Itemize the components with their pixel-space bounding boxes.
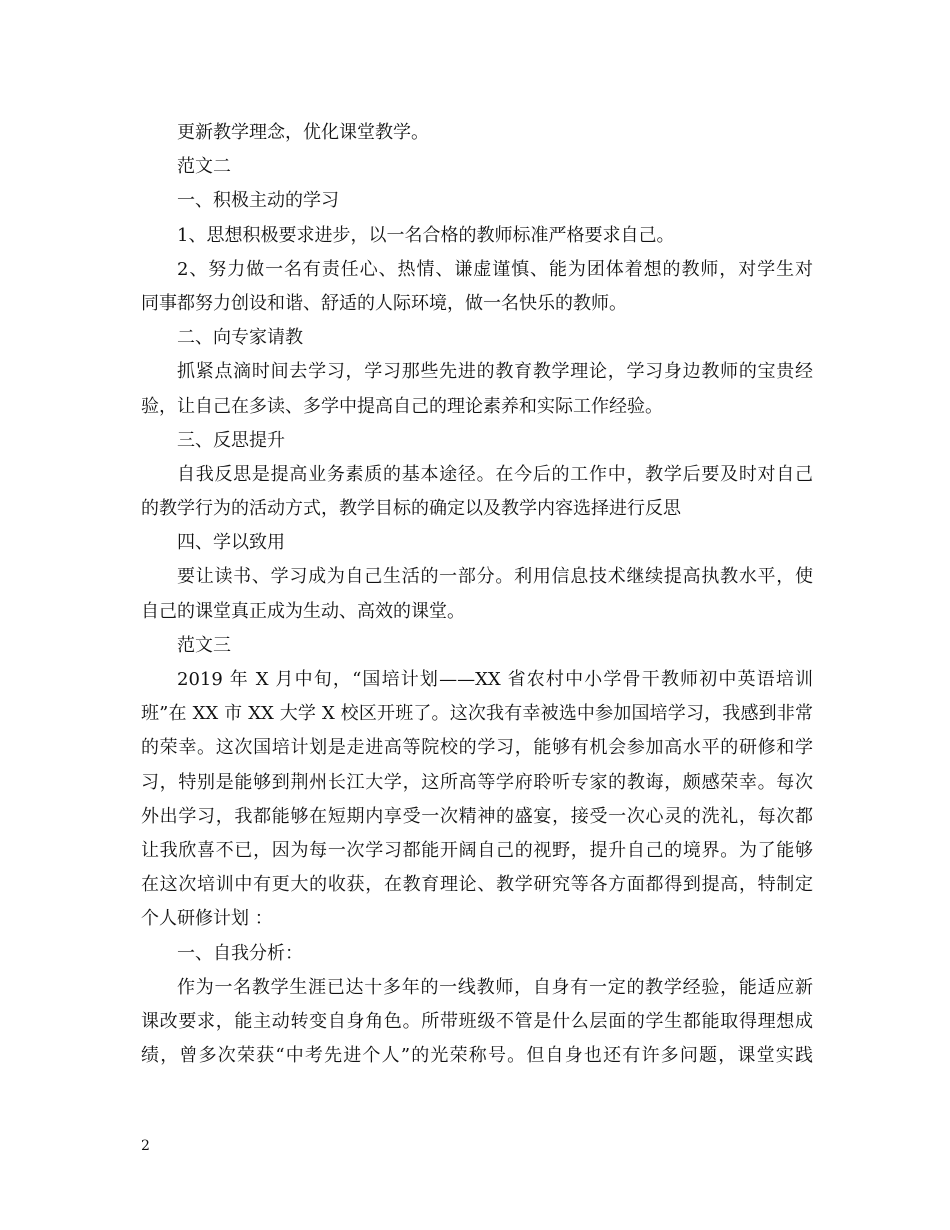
text-line: 在这次培训中有更大的收获，在教育理论、教学研究等各方面都得到提高，特制定 <box>141 874 813 896</box>
section-heading: 范文二 <box>177 156 231 178</box>
text-line: 的教学行为的活动方式，教学目标的确定以及教学内容选择进行反思 <box>141 498 681 520</box>
text-line: 同事都努力创设和谐、舒适的人际环境，做一名快乐的教师。 <box>141 292 627 314</box>
section-heading: 二、向专家请教 <box>177 327 303 349</box>
text-line: 绩，曾多次荣获“中考先进个人”的光荣称号。但自身也还有许多问题，课堂实践 <box>141 1045 813 1067</box>
text-line: 自己的课堂真正成为生动、高效的课堂。 <box>141 600 465 622</box>
text-line: 自我反思是提高业务素质的基本途径。在今后的工作中，教学后要及时对自己 <box>177 463 813 485</box>
page-number: 2 <box>141 1138 150 1154</box>
text-line: 班”在 XX 市 XX 大学 X 校区开班了。这次我有幸被选中参加国培学习，我感到非常 <box>141 703 813 725</box>
text-line: 抓紧点滴时间去学习，学习那些先进的教育教学理论，学习身边教师的宝贵经 <box>177 361 813 383</box>
section-heading: 四、学以致用 <box>177 532 285 554</box>
section-heading: 一、积极主动的学习 <box>177 190 339 212</box>
text-line: 要让读书、学习成为自己生活的一部分。利用信息技术继续提高执教水平，使 <box>177 566 813 588</box>
text-line: 课改要求，能主动转变自身角色。所带班级不管是什么层面的学生都能取得理想成 <box>141 1010 813 1032</box>
text-line: 外出学习，我都能够在短期内享受一次精神的盛宴，接受一次心灵的洗礼，每次都 <box>141 805 813 827</box>
section-heading: 一、自我分析： <box>177 942 303 964</box>
text-line: 2、努力做一名有责任心、热情、谦虚谨慎、能为团体着想的教师，对学生对 <box>177 258 813 280</box>
text-line: 验，让自己在多读、多学中提高自己的理论素养和实际工作经验。 <box>141 395 663 417</box>
text-line: 让我欣喜不已，因为每一次学习都能开阔自己的视野，提升自己的境界。为了能够 <box>141 839 813 861</box>
text-line: 作为一名教学生涯已达十多年的一线教师，自身有一定的教学经验，能适应新 <box>177 976 813 998</box>
text-line: 个人研修计划 ： <box>141 908 273 930</box>
text-line: 习，特别是能够到荆州长江大学，这所高等学府聆听专家的教诲，颇感荣幸。每次 <box>141 771 813 793</box>
document-body <box>141 116 813 1073</box>
section-heading: 范文三 <box>177 634 231 656</box>
text-line: 1、思想积极要求进步，以一名合格的教师标准严格要求自己。 <box>177 224 675 246</box>
text-line: 2019 年 X 月中旬，“国培计划——XX 省农村中小学骨干教师初中英语培训 <box>177 669 813 690</box>
text-line: 更新教学理念，优化课堂教学。 <box>177 122 429 143</box>
text-line: 的荣幸。这次国培计划是走进高等院校的学习，能够有机会参加高水平的研修和学 <box>141 737 813 759</box>
section-heading: 三、反思提升 <box>177 429 285 451</box>
